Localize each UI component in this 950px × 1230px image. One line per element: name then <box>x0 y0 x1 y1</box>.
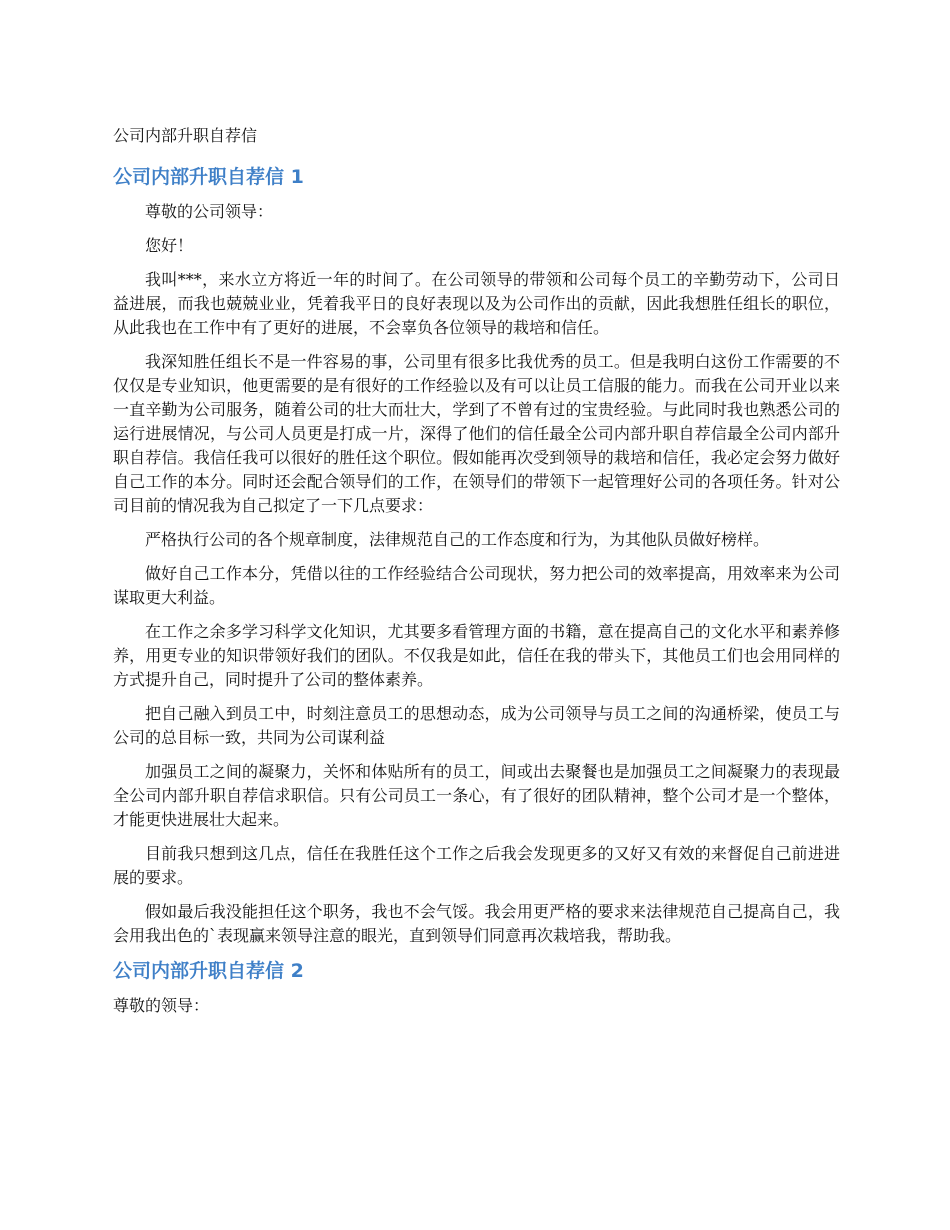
body-paragraph: 我深知胜任组长不是一件容易的事，公司里有很多比我优秀的员工。但是我明白这份工作需要的不仅仅是专业知识，他更需要的是有很好的工作经验以及有可以让员工信服的能力。而我在公司开业以来一直辛勤为公司服务，随着公司的壮大而壮大，学到了不曾有过的宝贵经验。与此同时我也熟悉公司的运行进展情况，与公司人员更是打成一片，深得了他们的信任最全公司内部升职自荐信最全公司内部升职自荐信。我信任我可以很好的胜任这个职位。假如能再次受到领导的栽培和信任，我必定会努力做好自己工作的本分。同时还会配合领导们的工作，在领导们的带领下一起管理好公司的各项任务。针对公司目前的情况我为自己拟定了一下几点要求： <box>113 352 840 515</box>
body-paragraph: 在工作之余多学习科学文化知识，尤其要多看管理方面的书籍，意在提高自己的文化水平和素养修养，用更专业的知识带领好我们的团队。不仅我是如此，信任在我的带头下，其他员工们也会用同样的方式提升自己，同时提升了公司的整体素养。 <box>113 622 840 689</box>
body-paragraph: 假如最后我没能担任这个职务，我也不会气馁。我会用更严格的要求来法律规范自己提高自己，我会用我出色的`表现赢来领导注意的眼光，直到领导们同意再次栽培我，帮助我。 <box>113 902 840 945</box>
body-paragraph: 严格执行公司的各个规章制度，法律规范自己的工作态度和行为，为其他队员做好榜样。 <box>145 530 770 549</box>
section-heading: 公司内部升职自荐信 2 <box>113 960 304 982</box>
letter-section-2 <box>113 958 840 1018</box>
body-paragraph: 把自己融入到员工中，时刻注意员工的思想动态，成为公司领导与员工之间的沟通桥梁，使员工与公司的总目标一致，共同为公司谋利益 <box>113 704 840 747</box>
body-paragraph: 做好自己工作本分，凭借以往的工作经验结合公司现状，努力把公司的效率提高，用效率来为公司谋取更大利益。 <box>113 564 840 607</box>
document-title: 公司内部升职自荐信 <box>113 126 258 145</box>
body-paragraph: 加强员工之间的凝聚力，关怀和体贴所有的员工，间或出去聚餐也是加强员工之间凝聚力的表现最全公司内部升职自荐信求职信。只有公司员工一条心，有了很好的团队精神，整个公司才是一个整体，才能更快进展壮大起来。 <box>113 762 840 829</box>
greeting: 您好！ <box>145 236 194 255</box>
document-page <box>113 124 840 1028</box>
salutation: 尊敬的领导： <box>113 996 210 1015</box>
body-paragraph: 目前我只想到这几点，信任在我胜任这个工作之后我会发现更多的又好又有效的来督促自己前进进展的要求。 <box>113 844 840 887</box>
section-heading: 公司内部升职自荐信 1 <box>113 166 304 188</box>
salutation: 尊敬的公司领导： <box>145 202 274 221</box>
letter-section-1 <box>113 164 840 948</box>
body-paragraph: 我叫***，来水立方将近一年的时间了。在公司领导的带领和公司每个员工的辛勤劳动下，公司日益进展，而我也兢兢业业，凭着我平日的良好表现以及为公司作出的贡献，因此我想胜任组长的职位，从此我也在工作中有了更好的进展，不会辜负各位领导的栽培和信任。 <box>113 270 840 337</box>
